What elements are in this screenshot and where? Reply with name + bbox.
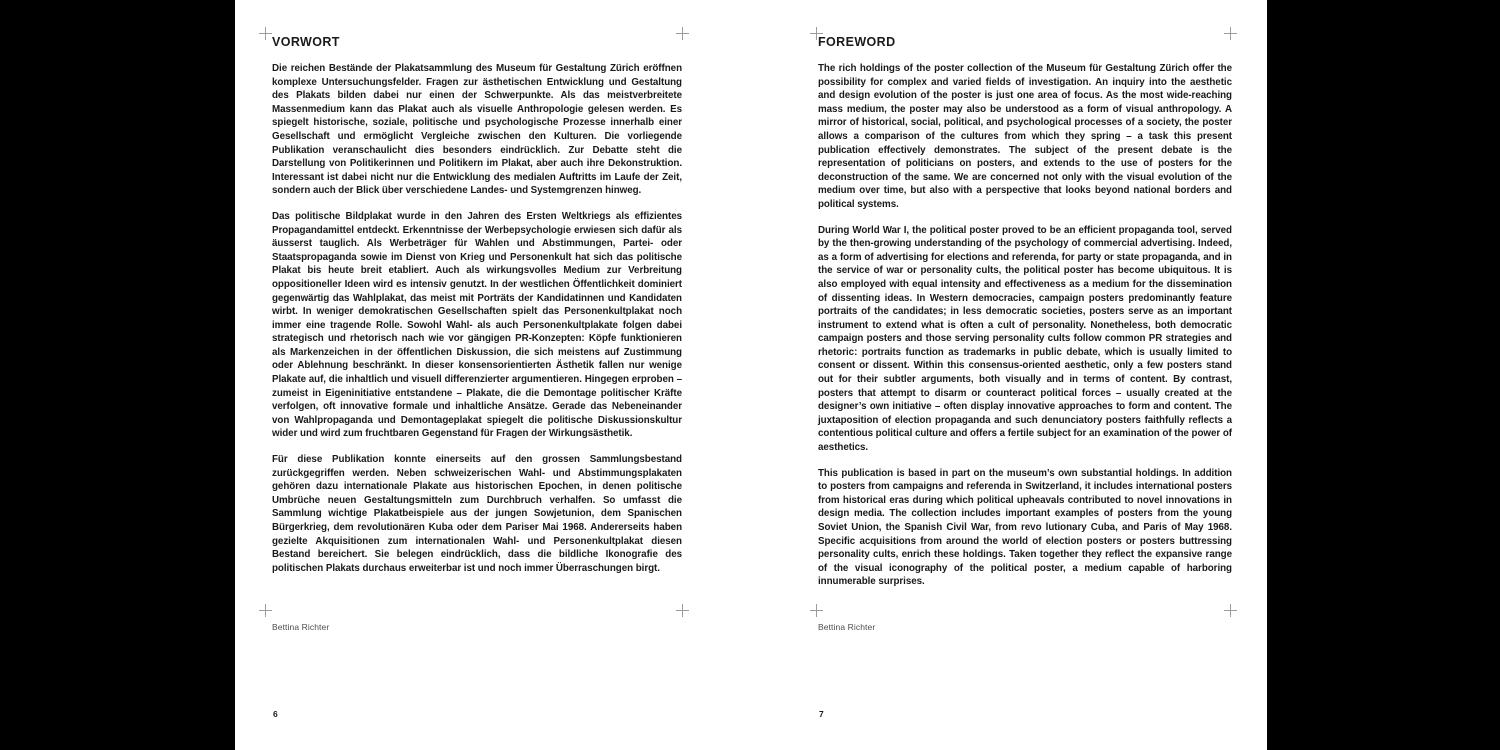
right-page-title: FOREWORD [818, 35, 896, 49]
left-paragraph-2: Das politische Bildplakat wurde in den Jahren des Ersten Weltkriegs als effizientes Propagandamittel entdeckt. Erkenntnisse der Werbepsychologie erwiesen sich dafür als äusserst tauglich. Als Werbeträger für Wahlen und Abstimmungen, Partei- oder Staatspropaganda sowie im Dienst von Krieg und Personenkult hat sich das politische Plakat bis heute breit etabliert. Auch als wirkungsvolles Medium zur Verbreitung oppositioneller Ideen wird es intensiv genutzt. In der westlichen Öffentlichkeit dominiert gegenwärtig das Wahlplakat, das meist mit Porträts der Kandidatinnen und Kandidaten wirbt. In weniger demokratischen Gesellschaften spielt das Personenkultplakat noch immer eine tragende Rolle. Sowohl Wahl- als auch Personenkultplakate folgen dabei strategisch und rhetorisch nach wie vor gängigen PR-Konzepten: Köpfe funktionieren als Markenzeichen in der öffentlichen Diskussion, die sich meistens auf Zustimmung oder Ablehnung beschränkt. In dieser konsensorientierten Ästhetik fallen nur wenige Plakate auf, die inhaltlich und visuell differenzierter argumentieren. Hingegen erproben – zumeist in Eigeninitiative entstandene – Plakate, die die Demontage politischer Kräfte verfolgen, oft innovative formale und inhaltliche Ansätze. Gerade das Nebeneinander von Wahlpropaganda und Demontageplakat spiegelt die politische Diskussionskultur wider und wird zum fruchtbaren Gegenstand für Fragen der Wirkungsästhetik. [272, 210, 682, 440]
left-text-column [272, 36, 682, 575]
left-page-number: 6 [273, 709, 278, 719]
right-paragraph-3: This publication is based in part on the museum’s own substantial holdings. In addition to posters from campaigns and referenda in Switzerland, it includes international posters from historical eras during which political upheavals contributed to novel innovations in design media. The collection includes important examples of posters from the young Soviet Union, the Spanish Civil War, from revo lutionary Cuba, and Paris of May 1968. Specific acquisitions from around the world of election posters or posters buttressing personality cults, enrich these holdings. Taken together they reflect the expansive range of the visual iconography of the political poster, a medium capable of harboring innumerable surprises. [818, 467, 1232, 588]
page-left [235, 0, 751, 750]
crop-mark-icon [259, 604, 272, 617]
right-page-number: 7 [819, 709, 824, 719]
left-paragraph-1: Die reichen Bestände der Plakatsammlung des Museum für Gestaltung Zürich eröffnen komplexe Untersuchungsfelder. Fragen zur ästhetischen Entwicklung und Gestaltung des Plakats bilden dabei nur einen der Schwerpunkte. Als das meistverbreitete Massenmedium kann das Plakat auch als visuelle Anthropologie gelesen werden. Es spiegelt historische, soziale, politische und psychologische Prozesse innerhalb einer Gesellschaft und ermöglicht Vergleiche zwischen den Kulturen. Die vorliegende Publikation veranschaulicht dies besonders eindrücklich. Zur Debatte steht die Darstellung von Politikerinnen und Politikern im Plakat, aber auch ihre Dekonstruktion. Interessant ist dabei nicht nur die Entwicklung des medialen Auftritts im Laufe der Zeit, sondern auch der Blick über verschiedene Landes- und Systemgrenzen hinweg. [272, 63, 682, 197]
book-spread [235, 0, 1267, 750]
crop-mark-icon [676, 604, 689, 617]
left-paragraph-3: Für diese Publikation konnte einerseits auf den grossen Sammlungsbestand zurückgegriffen werden. Neben schweizerischen Wahl- und Abstimmungsplakaten gehören dazu internationale Plakate aus historischen Epochen, in denen politische Umbrüche neuen Gestaltungsmitteln zum Durchbruch verhalfen. So umfasst die Sammlung wichtige Plakatbeispiele aus der jungen Sowjetunion, dem Spanischen Bürgerkrieg, dem revolutionären Kuba oder dem Pariser Mai 1968. Andererseits haben gezielte Akquisitionen zum internationalen Wahl- und Personenkultplakat diesen Bestand bereichert. Sie belegen eindrücklich, dass die bildliche Ikonografie des politischen Plakats durchaus erweiterbar ist und noch immer Überraschungen birgt. [272, 454, 682, 574]
page-right [751, 0, 1267, 750]
right-paragraph-1: The rich holdings of the poster collection of the Museum für Gestaltung Zürich offer the possibility for complex and varied fields of investigation. An inquiry into the aesthetic and design evolution of the poster is just one area of focus. As the most wide-reaching mass medium, the poster may also be understood as a form of visual anthropology. A mirror of historical, social, political, and psychological processes of a society, the poster allows a comparison of the cultures from which they spring – a task this present publication effectively demonstrates. The subject of the present debate is the representation of politicians on posters, and extends to the use of posters for the deconstruction of the same. We are concerned not only with the visual evolution of the medium over time, but also with a perspective that looks beyond national borders and political systems. [818, 63, 1232, 210]
left-page-title: VORWORT [272, 35, 340, 49]
crop-mark-icon [259, 27, 272, 40]
right-author-byline: Bettina Richter [818, 622, 876, 632]
right-text-column [818, 36, 1232, 589]
crop-mark-icon [1224, 604, 1237, 617]
crop-mark-icon [810, 604, 823, 617]
left-author-byline: Bettina Richter [272, 622, 330, 632]
right-paragraph-2: During World War I, the political poster proved to be an efficient propaganda tool, served by the then-growing understanding of the psychology of commercial advertising. Indeed, as a form of advertising for elections and referenda, for party or state propaganda, and in the service of war or personality cults, the political poster has become ubiquitous. It is also employed with equal intensity and effectiveness as a medium for the dissemination of dissenting ideas. In Western democracies, campaign posters predominantly feature portraits of the candidates; in less democratic societies, posters serve as an important instrument to extend what is often a cult of personality. Nonetheless, both democratic campaign posters and those serving personality cults follow common PR strategies and rhetoric: portraits function as trademarks in public debate, which is usually limited to consent or dissent. Within this consensus-oriented aesthetic, only a few posters stand out for their subtler arguments, both visually and in terms of content. By contrast, posters that attempt to disarm or counteract political forces – usually created at the designer’s own initiative – often display innovative approaches to form and content. The juxtaposition of election propaganda and such denunciatory posters faithfully reflects a contentious political culture and offers a fertile subject for an examination of the power of aesthetics. [818, 224, 1232, 454]
